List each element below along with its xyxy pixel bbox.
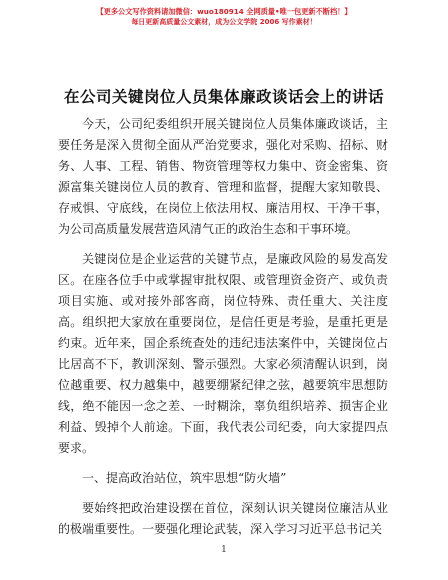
document-body: [58, 114, 388, 540]
promo-banner-line-1: 【更多公文写作资料请加微信：wuo180914 全网质量•唯一包更新不断档！】: [96, 7, 352, 16]
paragraph-intro: 今天，公司纪委组织开展关键岗位人员集体廉政谈话，主要任务是深入贯彻全面从严治党要求，强化对采购、招标、财务、人事、工程、销售、物资管理等权力集中、资金密集、资源富集关键岗位人员的教育、管理和监督，提醒大家知敬畏、存戒惧、守底线，在岗位上依法用权、廉洁用权、干净干事，为公司高质量发展营造风清气正的政治生态和干事环境。: [58, 117, 388, 236]
document-title: 在公司关键岗位人员集体廉政谈话会上的讲话: [63, 88, 384, 106]
section-heading-1: 一、提高政治站位，筑牢思想“防火墙”: [82, 471, 287, 485]
paragraph-section-1: 要始终把政治建设摆在首位，深刻认识关键岗位廉洁从业的极端重要性。一要强化理论武装，深入学习习近平总书记关: [58, 501, 388, 536]
paragraph-key-positions: 关键岗位是企业运营的关键节点，是廉政风险的易发高发区。在座各位手中或掌握审批权限、或管理资金资产、或负责项目实施、或对接外部客商，岗位特殊、责任重大、关注度高。组织把大家放在重要岗位，是信任更是考验，是重托更是约束。近年来，国企系统查处的违纪违法案件中，关键岗位占比居高不下，教训深刻、警示强烈。大家必须清醒认识到，岗位越重要、权力越集中，越要绷紧纪律之弦，越要筑牢思想防线，绝不能因一念之差、一时糊涂，辜负组织培养、损害企业利益、毁掉个人前途。下面，我代表公司纪委，向大家提四点要求。: [58, 252, 388, 455]
promo-banner: [0, 6, 448, 28]
page-number: 1: [221, 545, 227, 555]
promo-banner-line-2: 每日更新高质量公文素材，成为公文学院 2006 写作素材！: [131, 18, 317, 26]
